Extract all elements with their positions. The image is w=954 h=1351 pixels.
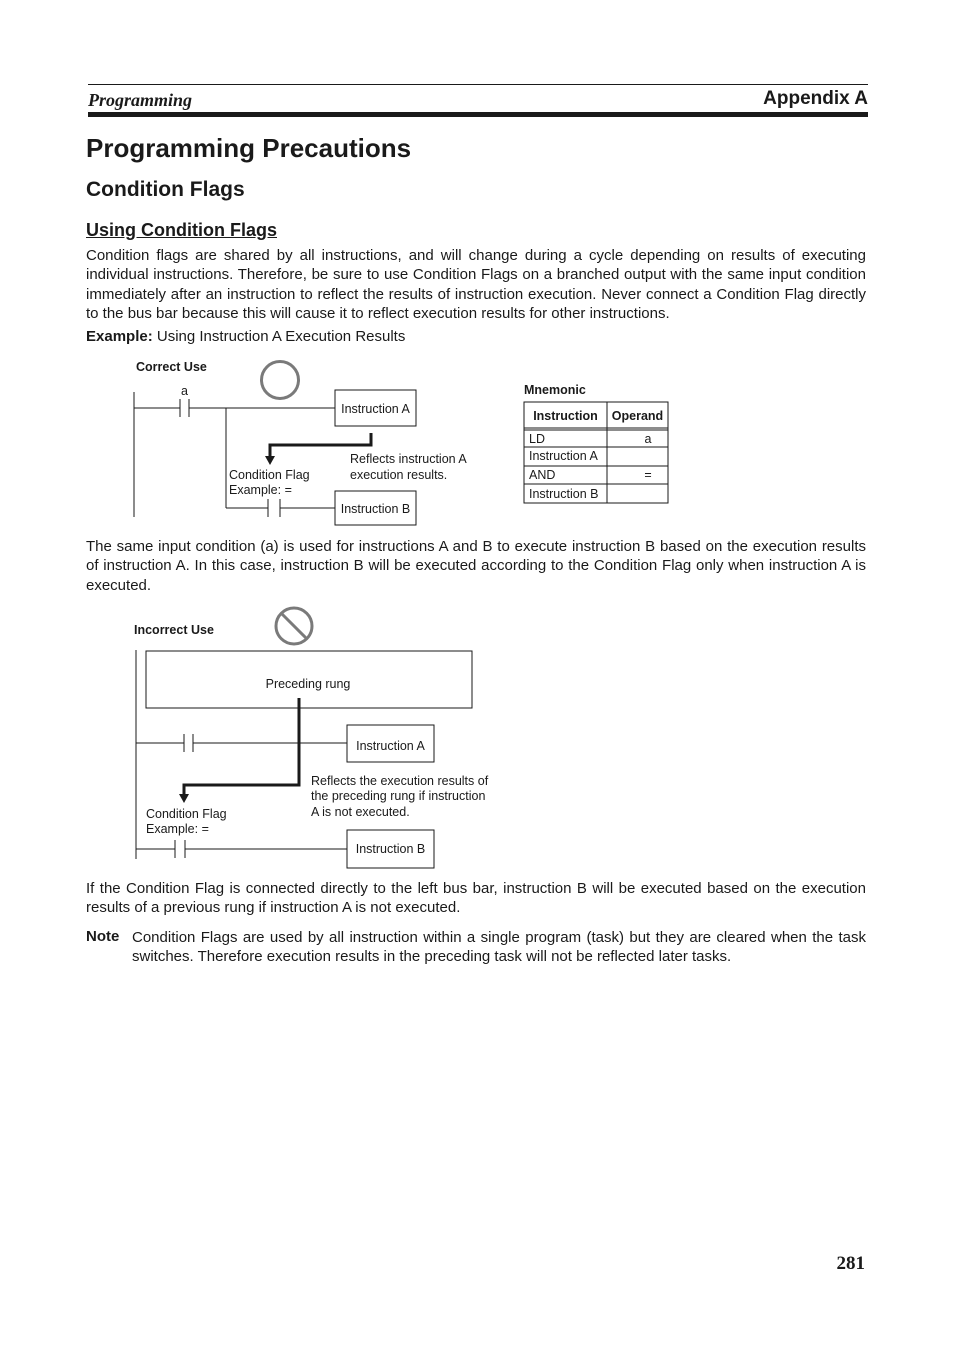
table-cell: Instruction B	[529, 487, 599, 501]
prohibited-icon	[276, 608, 312, 644]
reflects-note-line1: Reflects instruction A	[350, 452, 467, 466]
header-section-name: Programming	[88, 90, 193, 110]
mnemonic-title: Mnemonic	[524, 383, 586, 397]
instruction-b-label: Instruction B	[355, 842, 426, 856]
note-text: Condition Flags are used by all instruction within a single program (task) but they are cleared when the task switches. Therefore execution results in the preceding task will not be reflected later tasks.	[132, 929, 866, 966]
page-number: 281	[836, 1253, 865, 1274]
instruction-a-label: Instruction A	[356, 739, 425, 753]
condition-flag-example: Example: =	[229, 483, 292, 497]
table-cell: =	[644, 468, 652, 482]
condition-flag-label: Condition Flag	[146, 807, 227, 821]
correct-use-diagram	[134, 360, 467, 525]
mnemonic-table	[524, 383, 668, 503]
instruction-a-label: Instruction A	[341, 402, 410, 416]
paragraph-explanation: The same input condition (a) is used for instructions A and B to execute instruction B based on the execution results of instruction A. In this case, instruction B will be executed according to the Condition Flag only when instruction A is executed.	[86, 538, 866, 594]
incorrect-use-diagram	[134, 608, 489, 868]
table-header-operand: Operand	[611, 409, 664, 423]
arrow-path	[184, 698, 299, 796]
subsection-heading: Using Condition Flags	[86, 220, 277, 240]
section-heading: Condition Flags	[86, 178, 245, 201]
table-cell: AND	[529, 468, 556, 482]
table-cell: LD	[529, 432, 545, 446]
ok-circle-icon	[262, 362, 299, 399]
header-appendix: Appendix A	[763, 88, 868, 109]
contact-a-label: a	[181, 384, 188, 398]
reflects-note-line2: execution results.	[350, 468, 448, 482]
paragraph-warning: If the Condition Flag is connected directly to the left bus bar, instruction B will be executed based on the execution results of a previous rung if instruction A is not executed.	[86, 880, 866, 917]
reflects-note-line1: Reflects the execution results of	[311, 774, 489, 788]
reflects-note-line2: the preceding rung if instruction	[311, 789, 486, 803]
arrow-down-icon	[179, 794, 189, 803]
condition-flag-label: Condition Flag	[229, 468, 310, 482]
correct-use-title: Correct Use	[136, 360, 207, 374]
instruction-b-label: Instruction B	[340, 502, 411, 516]
example-text: Using Instruction A Execution Results	[156, 328, 406, 345]
reflects-note-line3: A is not executed.	[311, 805, 410, 819]
incorrect-use-title: Incorrect Use	[134, 623, 214, 637]
preceding-rung-label: Preceding rung	[265, 677, 351, 691]
table-cell: a	[644, 432, 652, 446]
table-cell: Instruction A	[529, 449, 598, 463]
table-header-instruction: Instruction	[533, 409, 598, 423]
page-title: Programming Precautions	[86, 133, 412, 163]
paragraph-intro: Condition flags are shared by all instructions, and will change during a cycle depending on results of executing individual instructions. Therefore, be sure to use Condition Flags on a branched output with the same input condition immediately after an instruction to reflect the results of instruction execution. Never connect a Condition Flag directly to the bus bar because this will cause it to reflect execution results for other instructions.	[86, 247, 866, 322]
example-label: Example:	[86, 328, 153, 345]
arrow-down-icon	[265, 456, 275, 465]
condition-flag-example: Example: =	[146, 822, 209, 836]
note-label: Note	[86, 928, 120, 945]
